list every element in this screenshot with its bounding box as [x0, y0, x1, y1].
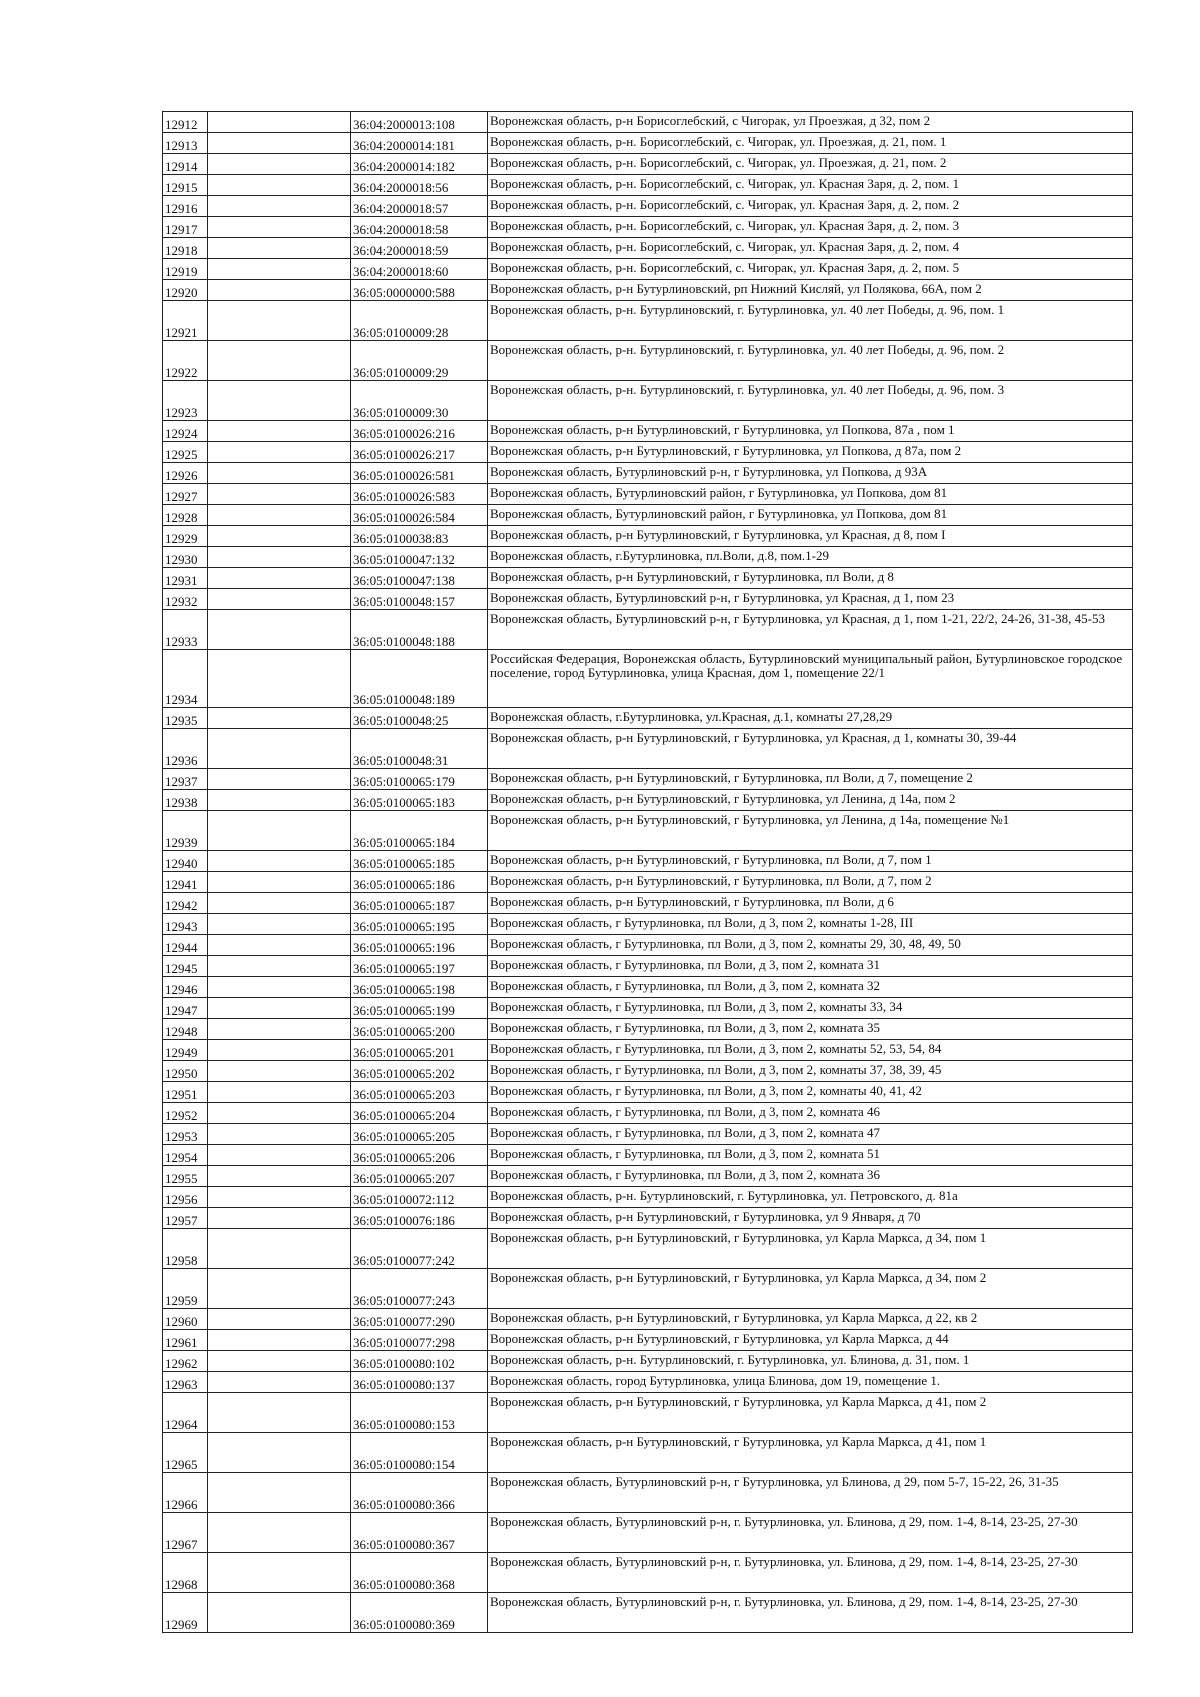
address-cell: Воронежская область, р-н. Борисоглебский, с. Чигорак, ул. Проезжая, д. 21, пом. 1 — [488, 133, 1133, 154]
row-number-cell: 12916 — [163, 196, 208, 217]
row-number-cell: 12919 — [163, 259, 208, 280]
empty-cell — [208, 1433, 351, 1473]
empty-cell — [208, 1166, 351, 1187]
row-number-cell: 12917 — [163, 217, 208, 238]
cadastral-number-cell: 36:04:2000018:58 — [351, 217, 488, 238]
address-cell: Воронежская область, г Бутурлиновка, пл Воли, д 3, пом 2, комнаты 37, 38, 39, 45 — [488, 1061, 1133, 1082]
table-row — [163, 1269, 1133, 1309]
empty-cell — [208, 956, 351, 977]
empty-cell — [208, 1593, 351, 1633]
table-row — [163, 650, 1133, 708]
cadastral-number-cell: 36:04:2000018:56 — [351, 175, 488, 196]
empty-cell — [208, 301, 351, 341]
row-number-cell: 12914 — [163, 154, 208, 175]
row-number-cell: 12931 — [163, 568, 208, 589]
row-number-cell: 12928 — [163, 505, 208, 526]
address-cell: Воронежская область, г Бутурлиновка, пл Воли, д 3, пом 2, комната 51 — [488, 1145, 1133, 1166]
empty-cell — [208, 1473, 351, 1513]
table-row — [163, 1208, 1133, 1229]
table-row — [163, 1103, 1133, 1124]
cadastral-number-cell: 36:05:0100065:196 — [351, 935, 488, 956]
address-cell: Воронежская область, Бутурлиновский р-н, г Бутурлиновка, ул Красная, д 1, пом 1-21, 22/2, 24-26, 31-38, 45-53 — [488, 610, 1133, 650]
address-cell: Воронежская область, р-н. Бутурлиновский, г. Бутурлиновка, ул. Петровского, д. 81а — [488, 1187, 1133, 1208]
cadastral-number-cell: 36:05:0100065:199 — [351, 998, 488, 1019]
empty-cell — [208, 1124, 351, 1145]
empty-cell — [208, 1103, 351, 1124]
address-cell: Воронежская область, г Бутурлиновка, пл Воли, д 3, пом 2, комната 32 — [488, 977, 1133, 998]
address-cell: Воронежская область, р-н. Борисоглебский, с. Чигорак, ул. Красная Заря, д. 2, пом. 1 — [488, 175, 1133, 196]
table-row — [163, 872, 1133, 893]
cadastral-number-cell: 36:05:0100026:216 — [351, 421, 488, 442]
address-cell: Воронежская область, р-н Борисоглебский, с Чигорак, ул Проезжая, д 32, пом 2 — [488, 112, 1133, 133]
table-row — [163, 421, 1133, 442]
table-row — [163, 1513, 1133, 1553]
table-row — [163, 381, 1133, 421]
row-number-cell: 12964 — [163, 1393, 208, 1433]
cadastral-number-cell: 36:05:0100065:205 — [351, 1124, 488, 1145]
cadastral-number-cell: 36:05:0100080:102 — [351, 1351, 488, 1372]
cadastral-number-cell: 36:05:0100077:242 — [351, 1229, 488, 1269]
row-number-cell: 12959 — [163, 1269, 208, 1309]
table-row — [163, 1553, 1133, 1593]
table-row — [163, 1433, 1133, 1473]
empty-cell — [208, 998, 351, 1019]
empty-cell — [208, 1372, 351, 1393]
row-number-cell: 12930 — [163, 547, 208, 568]
address-cell: Воронежская область, р-н Бутурлиновский, рп Нижний Кисляй, ул Полякова, 66А, пом 2 — [488, 280, 1133, 301]
cadastral-number-cell: 36:05:0100009:30 — [351, 381, 488, 421]
empty-cell — [208, 610, 351, 650]
table-row — [163, 484, 1133, 505]
cadastral-number-cell: 36:05:0100009:28 — [351, 301, 488, 341]
address-cell: Воронежская область, р-н Бутурлиновский, г Бутурлиновка, пл Воли, д 8 — [488, 568, 1133, 589]
table-row — [163, 769, 1133, 790]
cadastral-number-cell: 36:05:0100065:200 — [351, 1019, 488, 1040]
cadastral-number-cell: 36:05:0100080:368 — [351, 1553, 488, 1593]
address-cell: Воронежская область, р-н Бутурлиновский, г Бутурлиновка, ул Карла Маркса, д 34, пом 1 — [488, 1229, 1133, 1269]
row-number-cell: 12933 — [163, 610, 208, 650]
table-row — [163, 301, 1133, 341]
property-register-table — [162, 111, 1133, 1633]
address-cell: Воронежская область, г.Бутурлиновка, ул.Красная, д.1, комнаты 27,28,29 — [488, 708, 1133, 729]
row-number-cell: 12934 — [163, 650, 208, 708]
empty-cell — [208, 1393, 351, 1433]
row-number-cell: 12954 — [163, 1145, 208, 1166]
row-number-cell: 12969 — [163, 1593, 208, 1633]
row-number-cell: 12929 — [163, 526, 208, 547]
address-cell: Воронежская область, Бутурлиновский р-н, г Бутурлиновка, ул Попкова, д 93А — [488, 463, 1133, 484]
empty-cell — [208, 914, 351, 935]
empty-cell — [208, 505, 351, 526]
cadastral-number-cell: 36:05:0100076:186 — [351, 1208, 488, 1229]
table-row — [163, 1473, 1133, 1513]
address-cell: Российская Федерация, Воронежская область, Бутурлиновский муниципальный район, Бутурлиновское городское поселение, город Бутурлиновка, улица Красная, дом 1, помещение 22/1 — [488, 650, 1133, 708]
cadastral-number-cell: 36:05:0100026:583 — [351, 484, 488, 505]
cadastral-number-cell: 36:04:2000018:59 — [351, 238, 488, 259]
table-row — [163, 729, 1133, 769]
row-number-cell: 12939 — [163, 811, 208, 851]
table-row — [163, 505, 1133, 526]
table-row — [163, 1187, 1133, 1208]
empty-cell — [208, 1208, 351, 1229]
address-cell: Воронежская область, Бутурлиновский район, г Бутурлиновка, ул Попкова, дом 81 — [488, 505, 1133, 526]
empty-cell — [208, 1229, 351, 1269]
table-body — [163, 112, 1133, 1633]
table-row — [163, 1145, 1133, 1166]
empty-cell — [208, 589, 351, 610]
empty-cell — [208, 526, 351, 547]
cadastral-number-cell: 36:05:0100065:206 — [351, 1145, 488, 1166]
cadastral-number-cell: 36:05:0100077:243 — [351, 1269, 488, 1309]
address-cell: Воронежская область, г Бутурлиновка, пл Воли, д 3, пом 2, комнаты 33, 34 — [488, 998, 1133, 1019]
empty-cell — [208, 1019, 351, 1040]
address-cell: Воронежская область, р-н. Борисоглебский, с. Чигорак, ул. Красная Заря, д. 2, пом. 4 — [488, 238, 1133, 259]
cadastral-number-cell: 36:05:0100065:201 — [351, 1040, 488, 1061]
row-number-cell: 12944 — [163, 935, 208, 956]
cadastral-number-cell: 36:05:0100080:153 — [351, 1393, 488, 1433]
row-number-cell: 12949 — [163, 1040, 208, 1061]
empty-cell — [208, 1309, 351, 1330]
cadastral-number-cell: 36:05:0100072:112 — [351, 1187, 488, 1208]
empty-cell — [208, 769, 351, 790]
empty-cell — [208, 238, 351, 259]
address-cell: Воронежская область, р-н Бутурлиновский, г Бутурлиновка, пл Воли, д 6 — [488, 893, 1133, 914]
row-number-cell: 12957 — [163, 1208, 208, 1229]
address-cell: Воронежская область, р-н Бутурлиновский, г Бутурлиновка, ул Ленина, д 14а, пом 2 — [488, 790, 1133, 811]
table-row — [163, 1061, 1133, 1082]
table-row — [163, 708, 1133, 729]
row-number-cell: 12961 — [163, 1330, 208, 1351]
cadastral-number-cell: 36:04:2000014:181 — [351, 133, 488, 154]
table-row — [163, 238, 1133, 259]
empty-cell — [208, 935, 351, 956]
address-cell: Воронежская область, г Бутурлиновка, пл Воли, д 3, пом 2, комната 36 — [488, 1166, 1133, 1187]
cadastral-number-cell: 36:05:0100065:187 — [351, 893, 488, 914]
cadastral-number-cell: 36:05:0100065:204 — [351, 1103, 488, 1124]
cadastral-number-cell: 36:05:0100080:369 — [351, 1593, 488, 1633]
empty-cell — [208, 568, 351, 589]
cadastral-number-cell: 36:05:0100065:203 — [351, 1082, 488, 1103]
address-cell: Воронежская область, р-н. Борисоглебский, с. Чигорак, ул. Красная Заря, д. 2, пом. 2 — [488, 196, 1133, 217]
empty-cell — [208, 1040, 351, 1061]
empty-cell — [208, 1187, 351, 1208]
empty-cell — [208, 381, 351, 421]
address-cell: Воронежская область, г Бутурлиновка, пл Воли, д 3, пом 2, комнаты 1-28, III — [488, 914, 1133, 935]
row-number-cell: 12937 — [163, 769, 208, 790]
table-row — [163, 175, 1133, 196]
table-row — [163, 811, 1133, 851]
table-row — [163, 589, 1133, 610]
table-row — [163, 1082, 1133, 1103]
cadastral-number-cell: 36:05:0100026:217 — [351, 442, 488, 463]
address-cell: Воронежская область, р-н. Борисоглебский, с. Чигорак, ул. Красная Заря, д. 2, пом. 3 — [488, 217, 1133, 238]
empty-cell — [208, 1513, 351, 1553]
table-row — [163, 1372, 1133, 1393]
table-row — [163, 977, 1133, 998]
cadastral-number-cell: 36:05:0100080:137 — [351, 1372, 488, 1393]
table-row — [163, 1229, 1133, 1269]
address-cell: Воронежская область, р-н Бутурлиновский, г Бутурлиновка, ул Карла Маркса, д 34, пом 2 — [488, 1269, 1133, 1309]
table-row — [163, 526, 1133, 547]
address-cell: Воронежская область, Бутурлиновский р-н, г. Бутурлиновка, ул. Блинова, д 29, пом. 1-4, 8-14, 23-25, 27-30 — [488, 1593, 1133, 1633]
cadastral-number-cell: 36:05:0100080:154 — [351, 1433, 488, 1473]
table-row — [163, 196, 1133, 217]
table-row — [163, 935, 1133, 956]
cadastral-number-cell: 36:05:0100047:132 — [351, 547, 488, 568]
address-cell: Воронежская область, Бутурлиновский р-н, г Бутурлиновка, ул Красная, д 1, пом 23 — [488, 589, 1133, 610]
table-row — [163, 956, 1133, 977]
table-row — [163, 341, 1133, 381]
cadastral-number-cell: 36:05:0100080:367 — [351, 1513, 488, 1553]
address-cell: Воронежская область, р-н Бутурлиновский, г Бутурлиновка, ул Карла Маркса, д 44 — [488, 1330, 1133, 1351]
row-number-cell: 12922 — [163, 341, 208, 381]
address-cell: Воронежская область, г Бутурлиновка, пл Воли, д 3, пом 2, комнаты 29, 30, 48, 49, 50 — [488, 935, 1133, 956]
table-row — [163, 1593, 1133, 1633]
cadastral-number-cell: 36:05:0100065:184 — [351, 811, 488, 851]
address-cell: Воронежская область, г Бутурлиновка, пл Воли, д 3, пом 2, комната 47 — [488, 1124, 1133, 1145]
address-cell: Воронежская область, р-н Бутурлиновский, г Бутурлиновка, ул Ленина, д 14а, помещение №1 — [488, 811, 1133, 851]
row-number-cell: 12943 — [163, 914, 208, 935]
row-number-cell: 12953 — [163, 1124, 208, 1145]
table-row — [163, 463, 1133, 484]
cadastral-number-cell: 36:05:0100065:202 — [351, 1061, 488, 1082]
empty-cell — [208, 1269, 351, 1309]
cadastral-number-cell: 36:05:0100009:29 — [351, 341, 488, 381]
table-row — [163, 790, 1133, 811]
empty-cell — [208, 893, 351, 914]
row-number-cell: 12947 — [163, 998, 208, 1019]
row-number-cell: 12912 — [163, 112, 208, 133]
empty-cell — [208, 811, 351, 851]
row-number-cell: 12965 — [163, 1433, 208, 1473]
row-number-cell: 12952 — [163, 1103, 208, 1124]
cadastral-number-cell: 36:05:0000000:588 — [351, 280, 488, 301]
table-row — [163, 112, 1133, 133]
empty-cell — [208, 1145, 351, 1166]
row-number-cell: 12951 — [163, 1082, 208, 1103]
row-number-cell: 12925 — [163, 442, 208, 463]
address-cell: Воронежская область, р-н Бутурлиновский, г Бутурлиновка, ул Попкова, 87а , пом 1 — [488, 421, 1133, 442]
row-number-cell: 12967 — [163, 1513, 208, 1553]
address-cell: Воронежская область, город Бутурлиновка, улица Блинова, дом 19, помещение 1. — [488, 1372, 1133, 1393]
empty-cell — [208, 1330, 351, 1351]
row-number-cell: 12938 — [163, 790, 208, 811]
address-cell: Воронежская область, р-н Бутурлиновский, г Бутурлиновка, ул Красная, д 8, пом I — [488, 526, 1133, 547]
address-cell: Воронежская область, р-н Бутурлиновский, г Бутурлиновка, пл Воли, д 7, пом 2 — [488, 872, 1133, 893]
address-cell: Воронежская область, р-н Бутурлиновский, г Бутурлиновка, ул Карла Маркса, д 22, кв 2 — [488, 1309, 1133, 1330]
table-row — [163, 1040, 1133, 1061]
cadastral-number-cell: 36:05:0100080:366 — [351, 1473, 488, 1513]
empty-cell — [208, 217, 351, 238]
empty-cell — [208, 196, 351, 217]
cadastral-number-cell: 36:04:2000018:60 — [351, 259, 488, 280]
address-cell: Воронежская область, р-н. Бутурлиновский, г. Бутурлиновка, ул. 40 лет Победы, д. 96, пом. 2 — [488, 341, 1133, 381]
empty-cell — [208, 790, 351, 811]
cadastral-number-cell: 36:05:0100065:179 — [351, 769, 488, 790]
address-cell: Воронежская область, Бутурлиновский район, г Бутурлиновка, ул Попкова, дом 81 — [488, 484, 1133, 505]
row-number-cell: 12921 — [163, 301, 208, 341]
table-row — [163, 851, 1133, 872]
row-number-cell: 12926 — [163, 463, 208, 484]
empty-cell — [208, 341, 351, 381]
empty-cell — [208, 259, 351, 280]
row-number-cell: 12942 — [163, 893, 208, 914]
cadastral-number-cell: 36:05:0100065:198 — [351, 977, 488, 998]
table-row — [163, 610, 1133, 650]
address-cell: Воронежская область, р-н Бутурлиновский, г Бутурлиновка, ул 9 Января, д 70 — [488, 1208, 1133, 1229]
empty-cell — [208, 1082, 351, 1103]
cadastral-number-cell: 36:05:0100065:186 — [351, 872, 488, 893]
cadastral-number-cell: 36:05:0100077:290 — [351, 1309, 488, 1330]
row-number-cell: 12955 — [163, 1166, 208, 1187]
cadastral-number-cell: 36:05:0100026:584 — [351, 505, 488, 526]
cadastral-number-cell: 36:05:0100048:189 — [351, 650, 488, 708]
address-cell: Воронежская область, р-н. Борисоглебский, с. Чигорак, ул. Красная Заря, д. 2, пом. 5 — [488, 259, 1133, 280]
row-number-cell: 12950 — [163, 1061, 208, 1082]
empty-cell — [208, 421, 351, 442]
empty-cell — [208, 154, 351, 175]
table-row — [163, 1393, 1133, 1433]
table-row — [163, 259, 1133, 280]
table-row — [163, 568, 1133, 589]
address-cell: Воронежская область, Бутурлиновский р-н, г Бутурлиновка, ул Блинова, д 29, пом 5-7, 15-22, 26, 31-35 — [488, 1473, 1133, 1513]
address-cell: Воронежская область, р-н. Бутурлиновский, г. Бутурлиновка, ул. Блинова, д. 31, пом. 1 — [488, 1351, 1133, 1372]
cadastral-number-cell: 36:05:0100047:138 — [351, 568, 488, 589]
address-cell: Воронежская область, г Бутурлиновка, пл Воли, д 3, пом 2, комнаты 52, 53, 54, 84 — [488, 1040, 1133, 1061]
row-number-cell: 12960 — [163, 1309, 208, 1330]
cadastral-number-cell: 36:05:0100048:157 — [351, 589, 488, 610]
cadastral-number-cell: 36:04:2000013:108 — [351, 112, 488, 133]
row-number-cell: 12936 — [163, 729, 208, 769]
row-number-cell: 12932 — [163, 589, 208, 610]
cadastral-number-cell: 36:04:2000018:57 — [351, 196, 488, 217]
address-cell: Воронежская область, р-н Бутурлиновский, г Бутурлиновка, пл Воли, д 7, помещение 2 — [488, 769, 1133, 790]
row-number-cell: 12945 — [163, 956, 208, 977]
empty-cell — [208, 442, 351, 463]
row-number-cell: 12956 — [163, 1187, 208, 1208]
empty-cell — [208, 112, 351, 133]
row-number-cell: 12918 — [163, 238, 208, 259]
row-number-cell: 12927 — [163, 484, 208, 505]
row-number-cell: 12940 — [163, 851, 208, 872]
address-cell: Воронежская область, р-н Бутурлиновский, г Бутурлиновка, ул Карла Маркса, д 41, пом 1 — [488, 1433, 1133, 1473]
cadastral-number-cell: 36:05:0100065:195 — [351, 914, 488, 935]
empty-cell — [208, 729, 351, 769]
row-number-cell: 12962 — [163, 1351, 208, 1372]
empty-cell — [208, 650, 351, 708]
empty-cell — [208, 133, 351, 154]
table-row — [163, 1330, 1133, 1351]
empty-cell — [208, 1351, 351, 1372]
cadastral-number-cell: 36:05:0100048:188 — [351, 610, 488, 650]
row-number-cell: 12968 — [163, 1553, 208, 1593]
row-number-cell: 12946 — [163, 977, 208, 998]
empty-cell — [208, 1061, 351, 1082]
empty-cell — [208, 1553, 351, 1593]
empty-cell — [208, 851, 351, 872]
empty-cell — [208, 175, 351, 196]
address-cell: Воронежская область, р-н. Борисоглебский, с. Чигорак, ул. Проезжая, д. 21, пом. 2 — [488, 154, 1133, 175]
table-row — [163, 442, 1133, 463]
table-row — [163, 280, 1133, 301]
address-cell: Воронежская область, р-н Бутурлиновский, г Бутурлиновка, ул Красная, д 1, комнаты 30, 39-44 — [488, 729, 1133, 769]
row-number-cell: 12920 — [163, 280, 208, 301]
address-cell: Воронежская область, г Бутурлиновка, пл Воли, д 3, пом 2, комната 35 — [488, 1019, 1133, 1040]
cadastral-number-cell: 36:04:2000014:182 — [351, 154, 488, 175]
row-number-cell: 12915 — [163, 175, 208, 196]
empty-cell — [208, 280, 351, 301]
table-row — [163, 1166, 1133, 1187]
row-number-cell: 12913 — [163, 133, 208, 154]
table-row — [163, 893, 1133, 914]
row-number-cell: 12958 — [163, 1229, 208, 1269]
address-cell: Воронежская область, р-н Бутурлиновский, г Бутурлиновка, ул Попкова, д 87а, пом 2 — [488, 442, 1133, 463]
table-row — [163, 154, 1133, 175]
table-row — [163, 998, 1133, 1019]
address-cell: Воронежская область, Бутурлиновский р-н, г. Бутурлиновка, ул. Блинова, д 29, пом. 1-4, 8-14, 23-25, 27-30 — [488, 1513, 1133, 1553]
row-number-cell: 12966 — [163, 1473, 208, 1513]
address-cell: Воронежская область, р-н Бутурлиновский, г Бутурлиновка, ул Карла Маркса, д 41, пом 2 — [488, 1393, 1133, 1433]
empty-cell — [208, 547, 351, 568]
address-cell: Воронежская область, г.Бутурлиновка, пл.Воли, д.8, пом.1-29 — [488, 547, 1133, 568]
cadastral-number-cell: 36:05:0100038:83 — [351, 526, 488, 547]
cadastral-number-cell: 36:05:0100065:183 — [351, 790, 488, 811]
row-number-cell: 12923 — [163, 381, 208, 421]
row-number-cell: 12924 — [163, 421, 208, 442]
cadastral-number-cell: 36:05:0100026:581 — [351, 463, 488, 484]
address-cell: Воронежская область, г Бутурлиновка, пл Воли, д 3, пом 2, комнаты 40, 41, 42 — [488, 1082, 1133, 1103]
cadastral-number-cell: 36:05:0100065:207 — [351, 1166, 488, 1187]
row-number-cell: 12948 — [163, 1019, 208, 1040]
empty-cell — [208, 977, 351, 998]
row-number-cell: 12941 — [163, 872, 208, 893]
address-cell: Воронежская область, Бутурлиновский р-н, г. Бутурлиновка, ул. Блинова, д 29, пом. 1-4, 8-14, 23-25, 27-30 — [488, 1553, 1133, 1593]
cadastral-number-cell: 36:05:0100065:185 — [351, 851, 488, 872]
cadastral-number-cell: 36:05:0100077:298 — [351, 1330, 488, 1351]
table-row — [163, 217, 1133, 238]
table-row — [163, 1351, 1133, 1372]
empty-cell — [208, 484, 351, 505]
table-row — [163, 914, 1133, 935]
address-cell: Воронежская область, р-н. Бутурлиновский, г. Бутурлиновка, ул. 40 лет Победы, д. 96, пом. 1 — [488, 301, 1133, 341]
empty-cell — [208, 708, 351, 729]
empty-cell — [208, 872, 351, 893]
cadastral-number-cell: 36:05:0100065:197 — [351, 956, 488, 977]
cadastral-number-cell: 36:05:0100048:31 — [351, 729, 488, 769]
cadastral-number-cell: 36:05:0100048:25 — [351, 708, 488, 729]
address-cell: Воронежская область, р-н Бутурлиновский, г Бутурлиновка, пл Воли, д 7, пом 1 — [488, 851, 1133, 872]
table-row — [163, 547, 1133, 568]
address-cell: Воронежская область, р-н. Бутурлиновский, г. Бутурлиновка, ул. 40 лет Победы, д. 96, пом. 3 — [488, 381, 1133, 421]
table-row — [163, 1124, 1133, 1145]
address-cell: Воронежская область, г Бутурлиновка, пл Воли, д 3, пом 2, комната 46 — [488, 1103, 1133, 1124]
table-row — [163, 1309, 1133, 1330]
row-number-cell: 12963 — [163, 1372, 208, 1393]
empty-cell — [208, 463, 351, 484]
table-row — [163, 133, 1133, 154]
address-cell: Воронежская область, г Бутурлиновка, пл Воли, д 3, пом 2, комната 31 — [488, 956, 1133, 977]
row-number-cell: 12935 — [163, 708, 208, 729]
table-row — [163, 1019, 1133, 1040]
